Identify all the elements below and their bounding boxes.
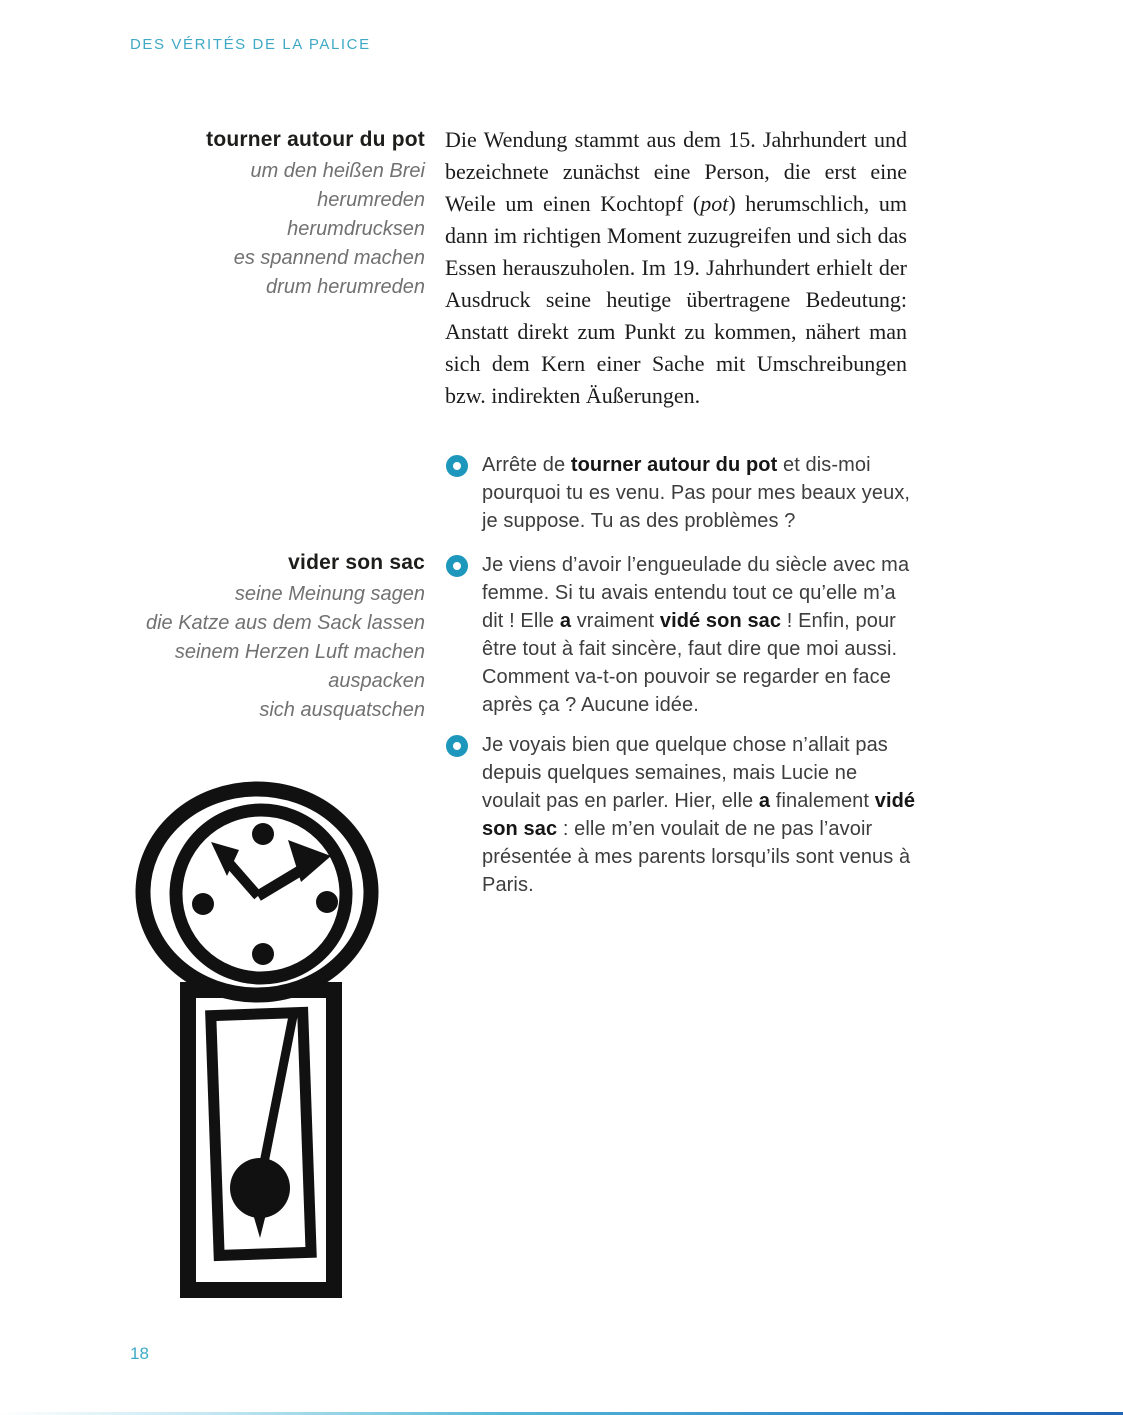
idiom-translation: sich ausquatschen [259,699,425,721]
idiom-translation: es spannend machen [233,247,425,269]
example-segment-bold: vidé son sac [659,610,782,632]
example-text [482,551,918,719]
explanation-segment-italic: pot [700,191,729,216]
idiom-translation: die Katze aus dem Sack lassen [145,612,425,634]
idiom-translation: herumreden [317,189,425,211]
example-text [482,731,918,899]
idiom-translation: drum herumreden [266,276,425,298]
idiom-title: vider son sac [288,551,425,574]
idiom-title: tourner autour du pot [206,128,425,151]
example-segment: et dis-moi pourquoi tu es venu. Pas pour mes beaux yeux, je suppose. Tu as des problèmes ? [482,454,911,532]
example-segment: Je viens d’avoir l’engueulade du siècle avec ma femme. Si tu avais entendu tout ce qu’elle m’a dit ! Elle [482,554,910,632]
example-item [446,551,918,719]
example-segment: Je voyais bien que quelque chose n’allait pas depuis quelques semaines, mais Lucie ne voulait pas en parler. Hier, elle [482,734,888,812]
idiom-translation: herumdrucksen [287,218,425,240]
example-segment-bold: a [559,610,572,632]
explanation-segment: Die Wendung stammt aus dem 15. Jahrhundert und bezeichnete zunächst eine Person, die erst eine Weile um einen Kochtopf ( [445,127,907,216]
idiom-entry-vider-son-sac [110,549,425,725]
idiom-translation: seinem Herzen Luft machen [174,641,425,663]
example-segment-bold: a [758,790,771,812]
example-segment-bold: vidé son sac [482,790,916,840]
example-segment-bold: tourner autour du pot [570,454,778,476]
explanation-segment: ) herumschlich, um dann im richtigen Moment zuzugreifen und sich das Essen herauszuholen. Im 19. Jahrhundert erhielt der Ausdruck seine heutige übertragene Bedeutung: Anstatt direkt zum Punkt zu kommen, nähert man sich dem Kern einer Sache mit Umschreibungen bzw. indirekten Äußerungen. [445,191,907,408]
example-text [482,451,918,535]
idiom-translation: seine Meinung sagen [234,583,425,605]
explanation-paragraph [445,124,907,412]
pendulum-clock-icon [133,776,391,1314]
example-segment: Arrête de [482,454,571,476]
example-item [446,451,918,535]
example-segment: : elle m’en voulait de ne pas l’avoir présentée à mes parents lorsqu’ils sont venus à Paris. [482,818,911,896]
bullet-icon [446,455,468,477]
page-number: 18 [130,1344,149,1363]
idiom-translation: um den heißen Brei [250,160,425,182]
idiom-entry-tourner-autour-du-pot [110,126,425,302]
pendulum-clock-illustration [133,776,391,1314]
idiom-translation: auspacken [328,670,425,692]
bullet-icon [446,735,468,757]
example-segment: ! Enfin, pour être tout à fait sincère, faut dire que moi aussi. Comment va-t-on pouvoir se regarder en face après ça ? Aucune idée. [482,610,898,716]
example-segment: vraiment [571,610,660,632]
chapter-header: DES VÉRITÉS DE LA PALICE [130,36,371,53]
example-item [446,731,918,899]
example-segment: finalement [770,790,875,812]
bullet-icon [446,555,468,577]
